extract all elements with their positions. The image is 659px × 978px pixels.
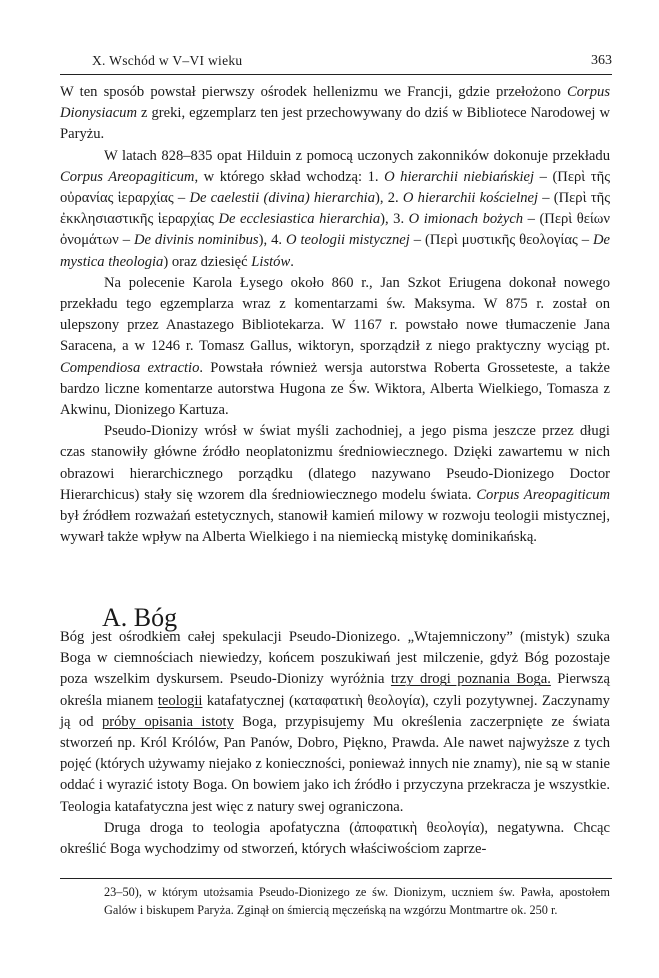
latin-title: De caelestii (divina) hierarchia — [189, 190, 375, 207]
italic-title: Corpus Areopagiticum — [476, 486, 611, 503]
greek-title: – (Περὶ τῆς ἐκκλησιαστικῆς ἱεραρχίας — [60, 190, 610, 228]
text-run: ), 3. — [380, 211, 409, 228]
text-run: Pseudo-Dionizy wrósł w świat myśli zachodniej, a jego pisma jeszcze przez długi czas stanowiły główne źródło neoplatonizmu średniowiecznego. Dzięki zawartemu w nich obrazowi hierarchicznego porządku (dlatego nazywano Pseudo-Dionizego Doctor Hierarchicus) stały się wzorem dla średniowiecznego modelu świata. — [60, 423, 610, 503]
footnote-text: 23–50), w którym utożsamia Pseudo-Dionizego ze św. Dionizym, uczniem św. Pawła, apostołem Galów i biskupem Paryża. Zginął on śmiercią męczeńską na wzgórzu Montmartre ok. 250 r. — [104, 885, 610, 918]
body-text-section-1 — [60, 82, 610, 548]
text-run: Na polecenie Karola Łysego około 860 r., Jan Szkot Eriugena dokonał nowego przekładu tego egzemplarza wraz z komentarzami św. Maksyma. W 875 r. został on ulepszony przez Anastazego Bibliotekarza. W 1167 r. powstało nowe tłumaczenie Jana Saracena, a w 1246 r. Tomasz Gallus, wiktoryn, sporządził z niego praktyczny wyciąg pt. — [60, 274, 610, 355]
text-run: . — [290, 253, 294, 270]
paragraph-6: Druga droga to teologia apofatyczna (ἀποφατικὴ θεολογία), negatywna. Chcąc określić Boga wychodzimy od stworzeń, których właściwościom zaprze- — [60, 819, 610, 858]
header-rule — [60, 74, 612, 75]
underlined-phrase: próby opisania istoty — [101, 713, 234, 730]
paragraph-3 — [60, 273, 610, 421]
footnote — [104, 883, 610, 919]
footnote-rule — [60, 878, 612, 879]
italic-title: Corpus Dionysiacum — [60, 84, 610, 122]
italic-title: O hierarchii kościelnej — [402, 190, 539, 207]
italic-title: Compendiosa extractio — [60, 359, 200, 376]
text-run: Pierwszą określa mianem — [60, 671, 610, 709]
greek-title: – (Περὶ θείων ὀνομάτων – — [60, 211, 610, 249]
page-number: 363 — [591, 53, 612, 68]
text-run: ), 2. — [375, 190, 403, 207]
text-run: W ten sposób powstał pierwszy ośrodek hellenizmu we Francji, gdzie przełożono — [60, 84, 568, 100]
italic-title: O hierarchii niebiańskiej — [384, 168, 535, 185]
paragraph-2 — [60, 146, 610, 273]
underlined-phrase: teologii — [157, 692, 203, 709]
paragraph-5 — [60, 627, 610, 818]
text-run: z greki, egzemplarz ten jest przechowywany do dziś w Bibliotece Narodowej w Paryżu. — [60, 105, 610, 143]
body-text-section-2 — [60, 627, 610, 860]
text-run: ), 4. — [258, 232, 286, 249]
underlined-phrase: trzy drogi poznania Boga. — [390, 671, 551, 688]
latin-title: De ecclesiastica hierarchia — [218, 211, 381, 228]
italic-title: O teologii mistycznej — [285, 232, 410, 249]
text-run: ) oraz dziesięć — [163, 253, 252, 270]
latin-title: De mystica theologia — [60, 232, 610, 270]
text-run: katafatycznej (καταφατικὴ θεολογία), czyli pozytywnej. Zaczynamy ją od — [60, 692, 610, 730]
text-run: . Powstała również wersja autorstwa Roberta Grosseteste, a także bardzo liczne komentarze autorstwa Hugona ze Św. Wiktora, Alberta Wielkiego, Tomasza z Akwinu, Dionizego Kartuza. — [60, 359, 610, 419]
paragraph-1 — [60, 82, 610, 146]
greek-title: – (Περὶ τῆς οὐρανίας ἱεραρχίας – — [60, 168, 610, 207]
text-run: , w którego skład wchodzą: 1. — [194, 168, 385, 185]
latin-title: De divinis nominibus — [133, 232, 259, 249]
text-run: Bóg jest ośrodkiem całej spekulacji Pseudo-Dionizego. „Wtajemniczony” (mistyk) szuka Boga w ciemnościach niewiedzy, końcem poszukiwań jest milczenie, gdyż Bóg pozostaje poza wszelkim dyskursem. Pseudo-Dionizy wyróżnia — [60, 629, 610, 688]
paragraph-4 — [60, 421, 610, 548]
running-title: X. Wschód w V–VI wieku — [92, 53, 243, 68]
italic-title: Corpus Areopagiticum — [60, 168, 195, 185]
italic-title: O imionach bożych — [408, 211, 524, 228]
text-run: W latach 828–835 opat Hilduin z pomocą uczonych zakonników dokonuje przekładu — [104, 147, 610, 164]
italic-title: Listów — [251, 253, 291, 270]
greek-title: – (Περὶ μυστικῆς θεολογίας – — [409, 232, 593, 249]
text-run: był źródłem rozważań estetycznych, stanowił kamień milowy w rozwoju teologii mistycznej, wywarł także wpływ na Alberta Wielkiego i na niemiecką mistykę dominikańską. — [60, 508, 610, 546]
text-run: Boga, przypisujemy Mu określenia zaczerpnięte ze świata stworzeń np. Król Królów, Pan Panów, Dobro, Piękno, Prawda. Ale nawet najwyższe z tych pojęć (których używamy niejako z konieczności, ponieważ innych nie znamy), nie są w stanie oddać i wyrazić istoty Boga. On bowiem jako ich źródło i przyczyna przekracza je wszystkie. Teologia katafatyczna jest więc z natury swej ograniczona. — [60, 713, 610, 815]
section-heading: A. Bóg — [102, 602, 178, 632]
